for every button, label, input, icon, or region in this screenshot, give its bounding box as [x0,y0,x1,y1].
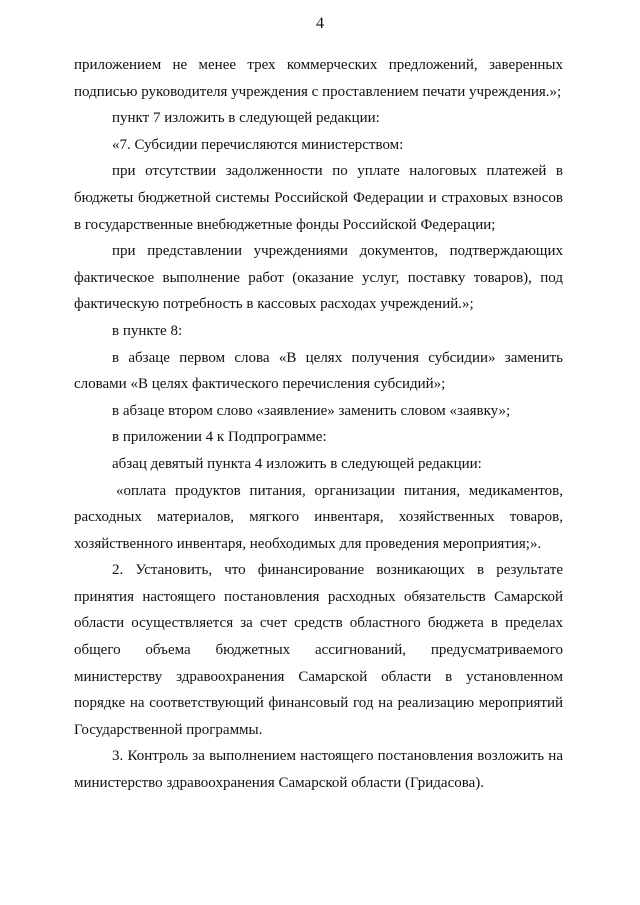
paragraph-4: при отсутствии задолженности по уплате налоговых платежей в бюджеты бюджетной системы Российской Федерации и страховых взносов в государственные внебюджетные фонды Российской Федерации; [74,163,563,233]
paragraph-11: «оплата продуктов питания, организации питания, медикаментов, расходных материалов, мягкого инвентаря, хозяйственных товаров, хозяйственного инвентаря, необходимых для проведения мероприятия;». [74,482,563,552]
paragraph-9: в приложении 4 к Подпрограмме: [112,429,327,446]
paragraph-10: абзац девятый пункта 4 изложить в следующей редакции: [112,455,482,472]
paragraph-8: в абзаце втором слово «заявление» заменить словом «заявку»; [112,402,511,419]
paragraph-1: приложением не менее трех коммерческих предложений, заверенных подписью руководителя учреждения с проставлением печати учреждения.»; [74,57,563,100]
document-body [74,52,563,797]
paragraph-2: пункт 7 изложить в следующей редакции: [112,110,380,127]
page-number: 4 [316,15,324,32]
paragraph-7: в абзаце первом слова «В целях получения субсидии» заменить словами «В целях фактического перечисления субсидий»; [74,349,563,393]
paragraph-13: 3. Контроль за выполнением настоящего постановления возложить на министерство здравоохранения Самарской области (Гридасова). [74,748,563,792]
paragraph-5: при представлении учреждениями документов, подтверждающих фактическое выполнение работ (оказание услуг, поставку товаров), под фактическую потребность в кассовых расходах учреждений.»; [74,243,563,313]
paragraph-12: 2. Установить, что финансирование возникающих в результате принятия настоящего постановления расходных обязательств Самарской области осуществляется за счет средств областного бюджета в пределах общего объема бюджетных ассигнований, предусматриваемого министерству здравоохранения Самарской области в установленном порядке на соответствующий финансовый год на реализацию мероприятий Государственной программы. [74,562,563,738]
paragraph-6: в пункте 8: [112,322,183,339]
paragraph-3: «7. Субсидии перечисляются министерством: [112,136,404,153]
